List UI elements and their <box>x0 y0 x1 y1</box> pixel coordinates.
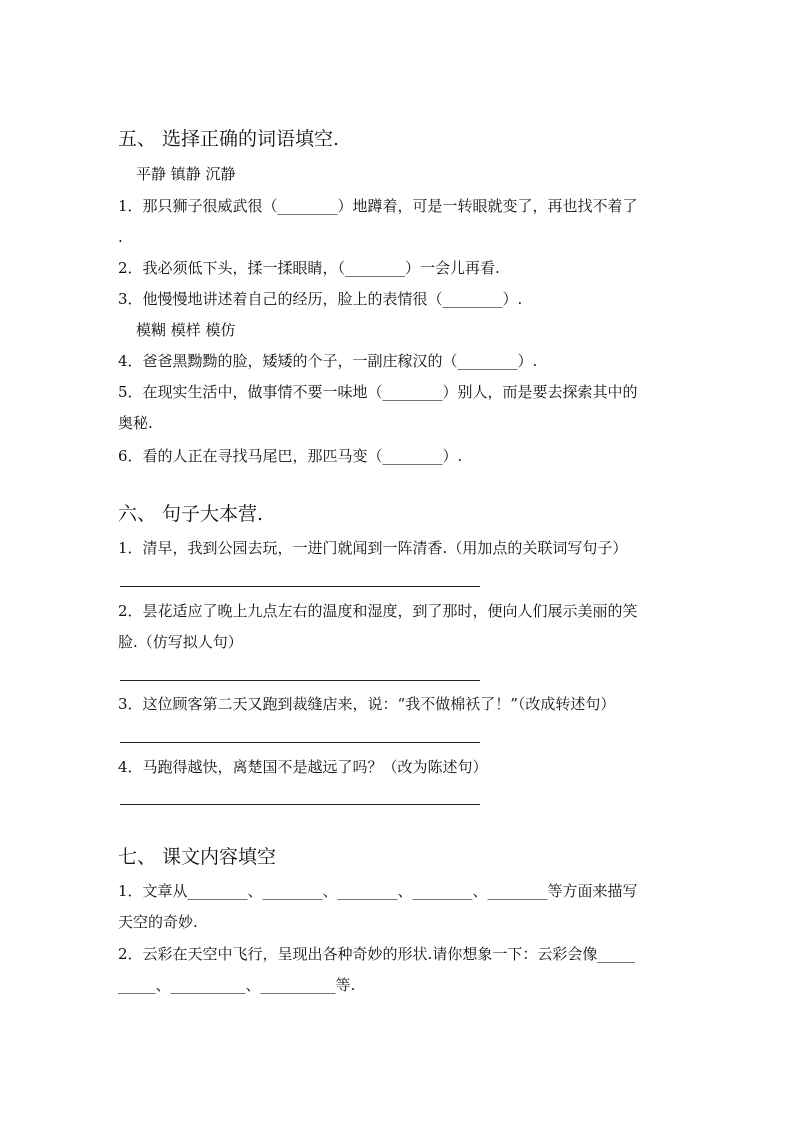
s5-question-5: 5．在现实生活中，做事情不要一味地（________）别人，而是要去探索其中的 <box>118 383 638 401</box>
s5-question-1: 1．那只狮子很威武很（________）地蹲着，可是一转眼就变了，再也找不着了 <box>118 197 638 215</box>
s7-question-1-cont: 天空的奇妙. <box>118 913 198 931</box>
s5-question-4: 4．爸爸黑黝黝的脸，矮矮的个子，一副庄稼汉的（________）. <box>118 352 538 370</box>
s7-question-2-cont: _____、__________、__________等. <box>118 976 356 994</box>
s6-question-4: 4．马跑得越快，离楚国不是越远了吗？（改为陈述句） <box>118 758 488 776</box>
section6-title: 六、 句子大本营. <box>118 503 264 525</box>
answer-line-1[interactable] <box>120 586 480 587</box>
s6-question-1: 1．清早，我到公园去玩，一进门就闻到一阵清香.（用加点的关联词写句子） <box>118 539 628 557</box>
word-choices-2: 模糊 模样 模仿 <box>136 321 236 339</box>
answer-line-3[interactable] <box>120 742 480 743</box>
s5-question-2: 2．我必须低下头，揉一揉眼睛，（________）一会儿再看. <box>118 259 500 277</box>
section7-title: 七、 课文内容填空 <box>118 846 277 868</box>
s5-question-6: 6．看的人正在寻找马尾巴，那匹马变（________）. <box>118 447 463 465</box>
s6-question-2-cont: 脸.（仿写拟人句） <box>118 633 243 651</box>
word-choices-1: 平静 镇静 沉静 <box>136 165 236 183</box>
s7-question-2: 2．云彩在天空中飞行，呈现出各种奇妙的形状.请你想象一下：云彩会像_____ <box>118 945 635 963</box>
answer-line-2[interactable] <box>120 680 480 681</box>
s7-question-1: 1．文章从________、________、________、________、________等方面来描写 <box>118 882 638 900</box>
s6-question-3: 3．这位顾客第二天又跑到裁缝店来，说：“我不做棉袄了！”（改成转述句） <box>118 695 616 713</box>
s6-question-2: 2．昙花适应了晚上九点左右的温度和湿度，到了那时，便向人们展示美丽的笑 <box>118 602 638 620</box>
s5-question-1-cont: . <box>118 228 123 246</box>
section5-title: 五、 选择正确的词语填空. <box>118 128 340 150</box>
s5-question-5-cont: 奥秘. <box>118 414 153 432</box>
answer-line-4[interactable] <box>120 804 480 805</box>
s5-question-3: 3．他慢慢地讲述着自己的经历，脸上的表情很（________）. <box>118 290 523 308</box>
